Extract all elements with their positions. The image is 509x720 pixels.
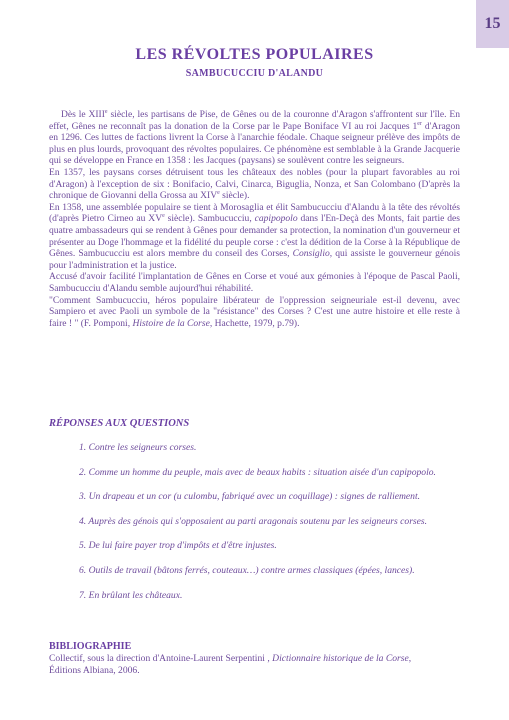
page-title: LES RÉVOLTES POPULAIRES xyxy=(135,46,374,63)
answers-heading: RÉPONSES AUX QUESTIONS xyxy=(49,418,190,429)
list-item: 7. En brûlant les châteaux. xyxy=(79,589,183,601)
list-item: 5. De lui faire payer trop d'impôts et d'être injustes. xyxy=(79,540,277,552)
list-item: 2. Comme un homme du peuple, mais avec de beaux habits : situation aisée d'un capipopolo. xyxy=(79,466,436,478)
answers-list xyxy=(79,436,479,608)
list-item: 4. Auprès des génois qui s'opposaient au parti aragonais soutenu par les seigneurs corses. xyxy=(79,515,428,527)
page-subtitle: SAMBUCUCCIU D'ALANDU xyxy=(185,68,324,79)
list-item: 3. Un drapeau et un cor (u culombu, fabriqué avec un coquillage) : signes de ralliement. xyxy=(79,491,421,503)
paragraph-5: "Comment Sambucucciu, héros populaire libérateur de l'oppression seigneuriale est-il devenu, avec Sampiero et avec Paoli un symbole de la "résistance" des Corses ? C'est une autre histoire et elle reste à faire ! " (F. Pomponi, Histoire de la Corse, Hachette, 1979, p.79). xyxy=(49,294,460,329)
bibliography-text: Collectif, sous la direction d'Antoine-Laurent Serpentini , Dictionnaire historique de la Corse, Éditions Albiana, 2006. xyxy=(49,653,412,676)
bibliography-heading: BIBLIOGRAPHIE xyxy=(49,641,132,652)
paragraph-4: Accusé d'avoir facilité l'implantation de Gênes en Corse et voué aux gémonies à l'époque de Pascal Paoli, Sambucucciu d'Alandu semble aujourd'hui réhabilité. xyxy=(49,271,460,294)
page-number: 15 xyxy=(484,15,501,32)
list-item: 1. Contre les seigneurs corses. xyxy=(79,442,197,453)
paragraph-1: Dès le XIIIe siècle, les partisans de Pise, de Gênes ou de la couronne d'Aragon s'affrontent sur l'île. En effet, Gênes ne reconnaît pas la donation de la Corse par le Pape Boniface VI au roi Jacques 1er d'Aragon en 1296. Ces luttes de factions livrent la Corse à l'anarchie féodale. Chaque seigneur prélève des impôts de plus en plus lourds, provoquant des révoltes populaires. Ce phénomène est semblable à la Grande Jacquerie qui se développe en France en 1358 : les Jacques (paysans) se soulèvent contre les seigneurs. xyxy=(49,108,461,167)
paragraph-2: En 1357, les paysans corses détruisent tous les châteaux des nobles (pour la plupart favorables au roi d'Aragon) à l'exception de six : Bonifacio, Calvi, Cinarca, Biguglia, Nonza, et San Colombano (D'après la chronique de Giovanni della Grossa au XIVe siècle). xyxy=(49,166,460,202)
page-number-box xyxy=(476,0,509,48)
paragraph-3: En 1358, une assemblée populaire se tient à Morosaglia et élit Sambucucciu d'Alandu à la tête des révoltés (d'après Pietro Cirneo au XVe siècle). Sambucucciu, capipopolo dans l'En-Deçà des Monts, fait partie des quatre ambassadeurs qui se rendent à Gênes pour demander sa protection, la nomination d'un gouverneur et présenter au Doge l'hommage et la fidélité du peuple corse : c'est la dédition de la Corse à la République de Gênes. Sambucucciu est alors membre du conseil des Corses, Consiglio, qui assiste le gouverneur génois pour l'administration et la justice. xyxy=(49,201,460,271)
list-item: 6. Outils de travail (bâtons ferrés, couteaux…) contre armes classiques (épées, lances). xyxy=(79,564,415,576)
body-text xyxy=(49,109,460,329)
